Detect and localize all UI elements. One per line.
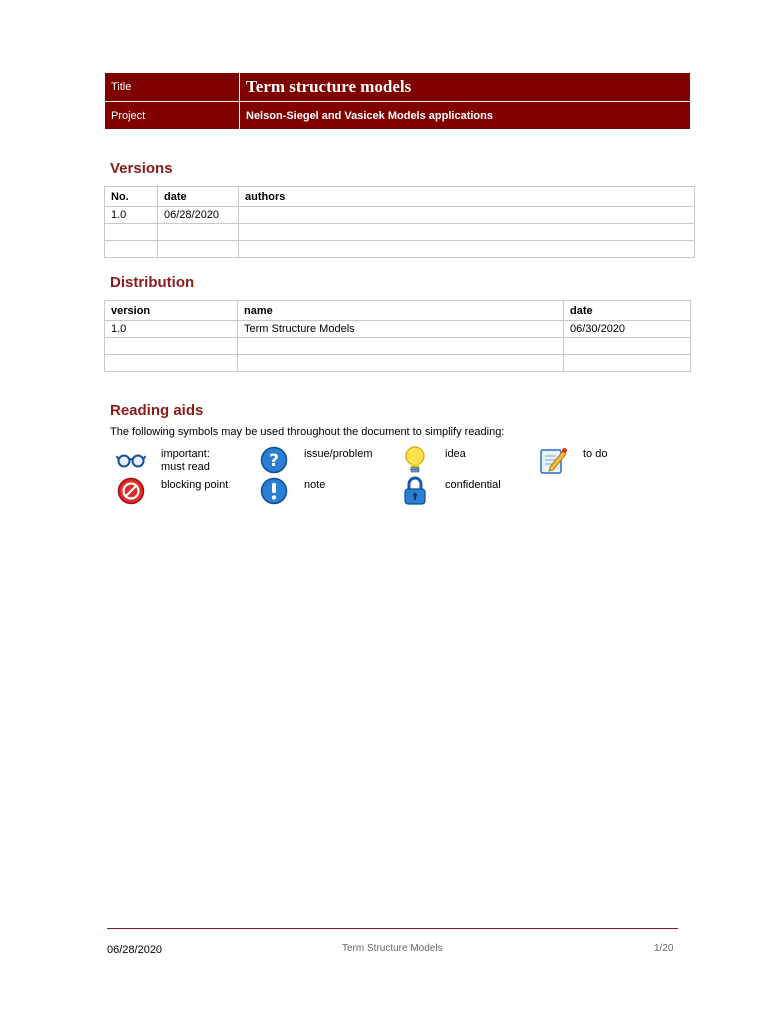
- lightbulb-icon: [400, 446, 430, 474]
- todo-pencil-icon: [538, 446, 568, 474]
- aid-confidential: [400, 477, 555, 505]
- aid-label: idea: [445, 448, 466, 460]
- table-cell: [238, 355, 564, 372]
- padlock-icon: [400, 477, 430, 505]
- table-row: [105, 224, 695, 241]
- reading-aids-heading: Reading aids: [110, 402, 204, 419]
- table-row: [105, 355, 691, 372]
- aid-label: note: [304, 479, 326, 491]
- versions-col-authors: authors: [239, 187, 695, 207]
- table-cell: [105, 355, 238, 372]
- table-cell: 1.0: [105, 321, 238, 338]
- aid-label: issue/problem: [304, 448, 373, 460]
- table-row: [105, 321, 691, 338]
- table-cell: [564, 355, 691, 372]
- blocking-icon: [116, 477, 146, 505]
- distribution-col-version: version: [105, 301, 238, 321]
- aid-todo: [538, 446, 693, 474]
- table-cell: [158, 224, 239, 241]
- table-row: [105, 241, 695, 258]
- versions-col-no: No.: [105, 187, 158, 207]
- table-cell: [239, 207, 695, 224]
- versions-col-date: date: [158, 187, 239, 207]
- question-icon: [259, 446, 289, 474]
- versions-table: [104, 186, 695, 258]
- aid-label: blocking point: [161, 479, 229, 491]
- table-cell: 06/30/2020: [564, 321, 691, 338]
- aid-label: important: must read: [161, 448, 210, 473]
- footer-date: 06/28/2020: [107, 944, 163, 956]
- glasses-icon: [116, 446, 146, 474]
- title-label: Title: [105, 73, 240, 102]
- svg-text:?: ?: [269, 451, 279, 471]
- aid-label: confidential: [445, 479, 501, 491]
- title-block: [104, 72, 691, 130]
- table-cell: 06/28/2020: [158, 207, 239, 224]
- distribution-col-name: name: [238, 301, 564, 321]
- table-row: [105, 338, 691, 355]
- aid-note: [259, 477, 414, 505]
- document-title: Term structure models: [240, 73, 691, 102]
- versions-heading: Versions: [110, 160, 173, 177]
- table-cell: 1.0: [105, 207, 158, 224]
- aid-idea: [400, 446, 555, 474]
- distribution-table: [104, 300, 691, 372]
- footer-divider: [107, 928, 678, 929]
- aid-issue: [259, 446, 414, 474]
- footer-title: Term Structure Models: [342, 943, 443, 954]
- table-cell: [239, 224, 695, 241]
- project-label: Project: [105, 102, 240, 130]
- table-row: [105, 207, 695, 224]
- info-note-icon: [259, 477, 289, 505]
- table-cell: [238, 338, 564, 355]
- aid-label: to do: [583, 448, 608, 460]
- table-cell: Term Structure Models: [238, 321, 564, 338]
- reading-aids-intro: The following symbols may be used throughout the document to simplify reading:: [110, 426, 505, 438]
- table-cell: [564, 338, 691, 355]
- table-cell: [158, 241, 239, 258]
- distribution-heading: Distribution: [110, 274, 195, 291]
- table-cell: [105, 241, 158, 258]
- aid-blocking: [116, 477, 271, 505]
- project-name: Nelson-Siegel and Vasicek Models applications: [240, 102, 691, 130]
- footer-page-number: 1/20: [654, 943, 674, 954]
- table-cell: [239, 241, 695, 258]
- table-cell: [105, 338, 238, 355]
- distribution-col-date: date: [564, 301, 691, 321]
- table-cell: [105, 224, 158, 241]
- aid-important: [116, 446, 271, 474]
